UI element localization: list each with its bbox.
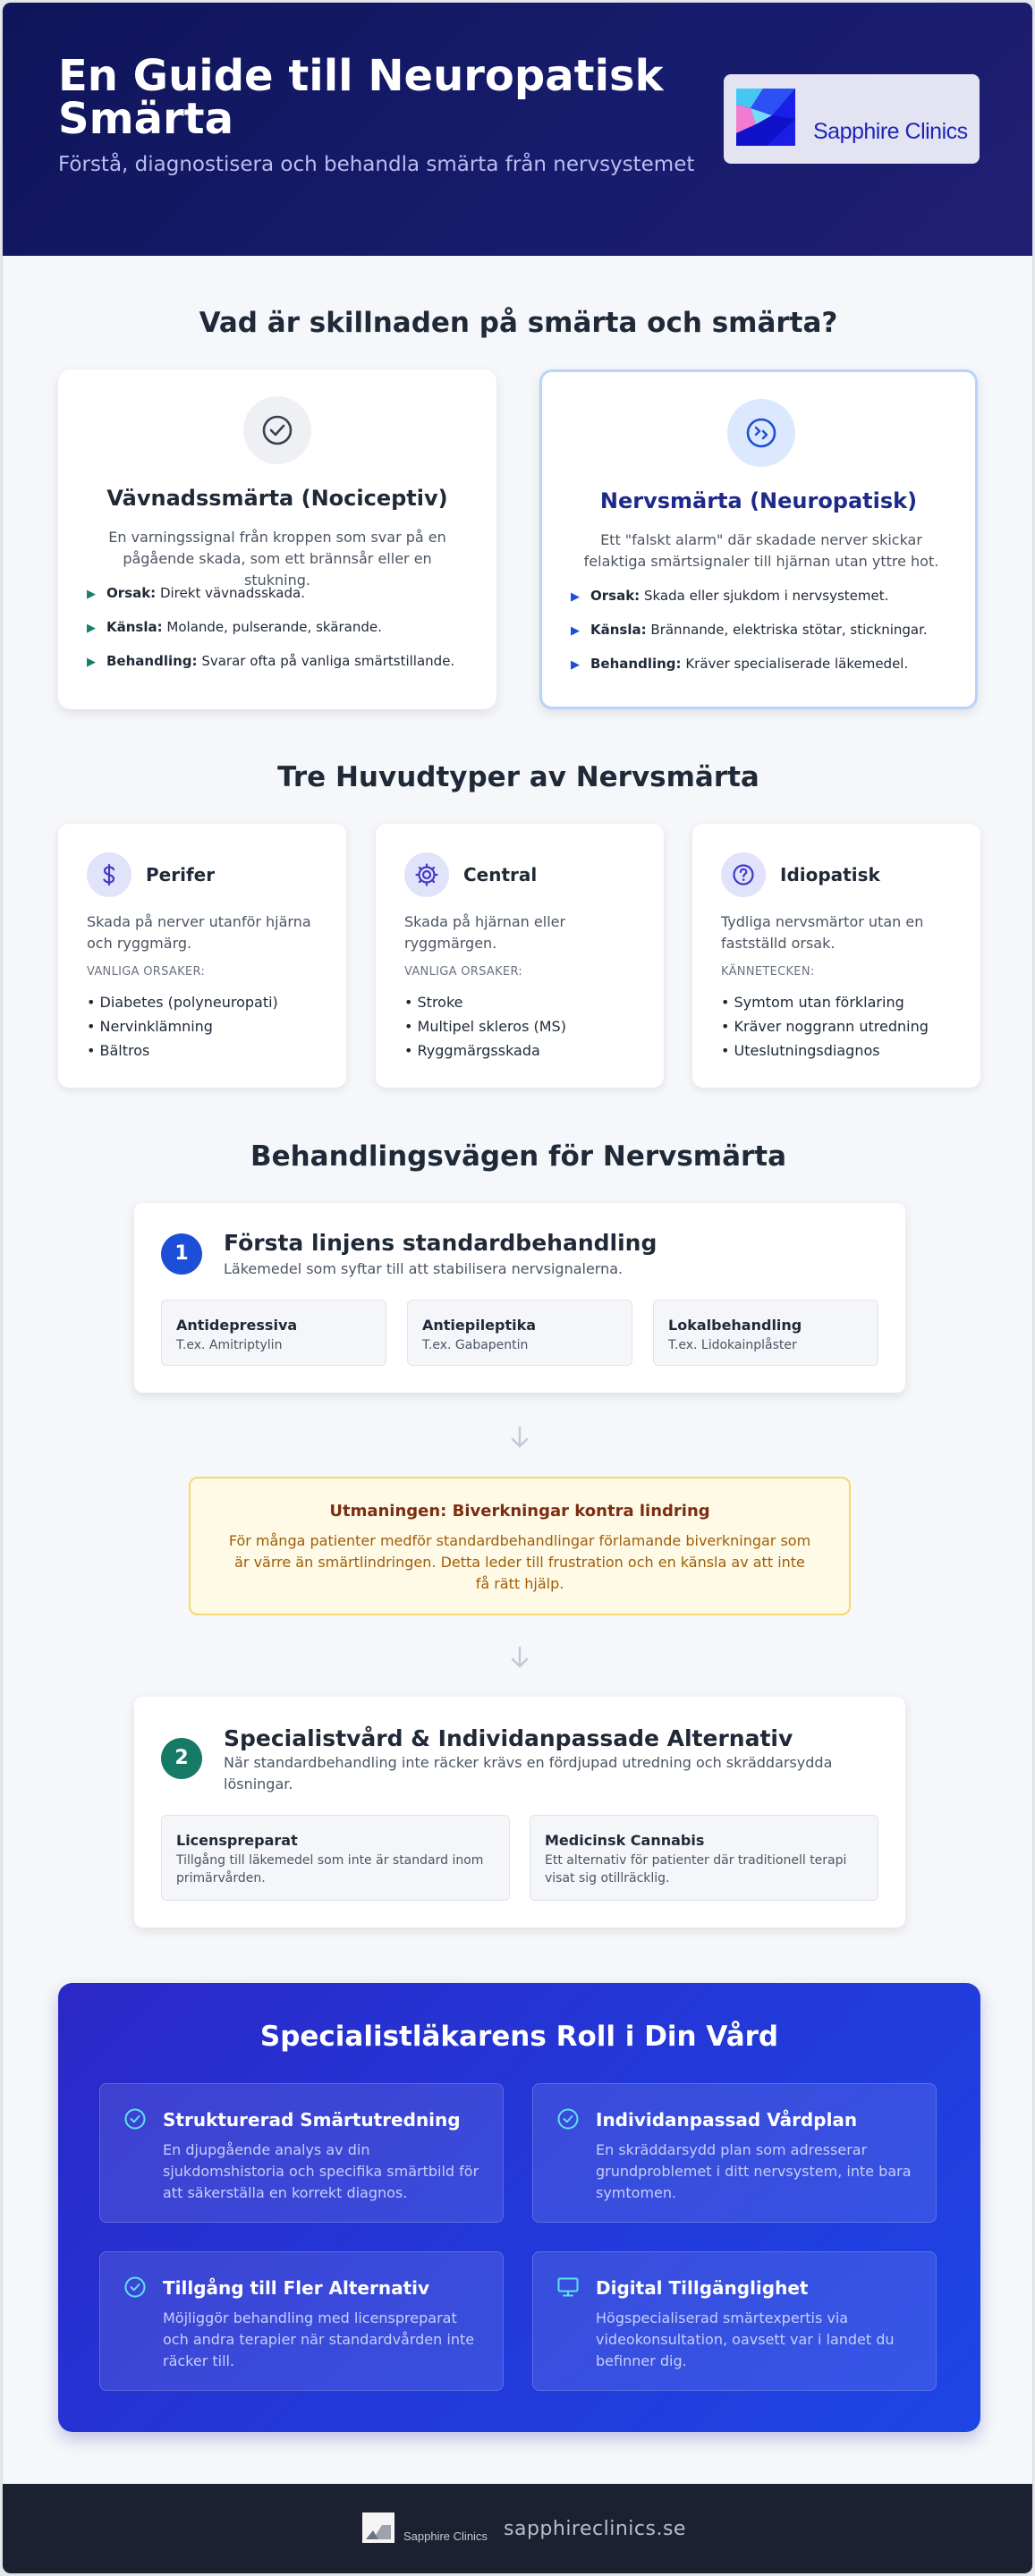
step-description: När standardbehandling inte räcker krävs en fördjupad utredning och skräddarsydda lösningar.: [224, 1754, 833, 1792]
tissue-pain-card: [58, 369, 496, 709]
list-item: • Ryggmärgsskada: [404, 1042, 540, 1059]
specialist-item: [99, 2251, 504, 2391]
check-circle-icon: [123, 2107, 147, 2131]
treatment-step-1: [134, 1203, 905, 1393]
footer-logo-text: Sapphire Clinics: [403, 2529, 488, 2543]
type-list: [404, 990, 566, 1063]
list-item: • Bältros: [87, 1042, 150, 1059]
types-section-title: Tre Huvudtyper av Nervsmärta: [277, 761, 759, 793]
option-name: Antidepressiva: [176, 1317, 298, 1334]
step-description: Läkemedel som syftar till att stabilisera nervsignalerna.: [224, 1260, 624, 1277]
type-list-label: VANLIGA ORSAKER:: [404, 965, 523, 979]
list-item: • Kräver noggrann utredning: [721, 1018, 929, 1035]
specialist-role-section: [58, 1983, 980, 2432]
card-title: Nervsmärta (Neuropatisk): [599, 488, 918, 513]
triangle-bullet-icon: ▶: [87, 588, 96, 601]
option-description: T.ex. Lidokainplåster: [668, 1338, 797, 1352]
type-list: [721, 990, 929, 1063]
specialist-item-title: Individanpassad Vårdplan: [596, 2109, 858, 2131]
triangle-bullet-icon: ▶: [87, 622, 96, 635]
list-item: ▶ Behandling: Svarar ofta på vanliga smärtstillande.: [87, 652, 480, 670]
page-title: En Guide till Neuropatisk Smärta: [58, 51, 664, 144]
dollar-icon: [98, 863, 121, 886]
type-list-label: VANLIGA ORSAKER:: [87, 965, 206, 979]
check-circle-icon: [123, 2275, 147, 2299]
type-icon-circle: [721, 852, 766, 897]
question-icon: [732, 863, 755, 886]
list-item: ▶ Känsla: Brännande, elektriska stötar, stickningar.: [571, 621, 964, 639]
option-licenspreparat: [161, 1815, 510, 1901]
option-description: Ett alternativ för patienter där traditionell terapi visat sig otillräcklig.: [545, 1853, 847, 1885]
option-name: Lokalbehandling: [668, 1317, 802, 1334]
check-circle-icon: [556, 2107, 580, 2131]
type-card-central: [376, 824, 664, 1088]
option-name: Medicinsk Cannabis: [545, 1832, 705, 1849]
specialist-section-title: Specialistläkarens Roll i Din Vård: [259, 2021, 779, 2053]
footer: [3, 2484, 1033, 2574]
side-effects-warning: [189, 1477, 851, 1615]
type-list: [87, 990, 278, 1063]
arrow-down-icon: [507, 1645, 532, 1670]
logo-text: Sapphire Clinics: [813, 119, 968, 144]
triangle-bullet-icon: ▶: [571, 624, 580, 638]
warning-title: Utmaningen: Biverkningar kontra lindring: [329, 1502, 710, 1521]
specialist-item-title: Digital Tillgänglighet: [596, 2277, 809, 2299]
check-circle-icon: [261, 414, 293, 446]
type-name: Central: [463, 864, 538, 886]
list-item: • Diabetes (polyneuropati): [87, 994, 278, 1011]
infographic-page: [2, 2, 1033, 2574]
list-item: • Symtom utan förklaring: [721, 994, 904, 1011]
step-title: Specialistvård & Individanpassade Alternativ: [224, 1725, 793, 1751]
specialist-item: [532, 2083, 937, 2223]
tissue-pain-icon-circle: [243, 396, 311, 464]
type-icon-circle: [404, 852, 449, 897]
footer-website-link[interactable]: sapphireclinics.se: [504, 2518, 686, 2540]
card-list: [571, 587, 964, 689]
monitor-icon: [556, 2275, 580, 2299]
option-medicinsk-cannabis: [530, 1815, 878, 1901]
specialist-item-description: En skräddarsydd plan som adresserar grundproblemet i ditt nervsystem, inte bara symtomen.: [596, 2141, 912, 2201]
type-description: Skada på hjärnan eller ryggmärgen.: [404, 913, 566, 952]
sapphire-logo-icon: [736, 89, 795, 146]
specialist-item: [532, 2251, 937, 2391]
option-description: T.ex. Amitriptylin: [176, 1338, 283, 1352]
card-description: Ett "falskt alarm" där skadade nerver skickar felaktiga smärtsignaler till hjärnan utan yttre hot.: [583, 531, 939, 570]
list-item: ▶ Behandling: Kräver specialiserade läkemedel.: [571, 655, 964, 673]
type-name: Idiopatisk: [780, 864, 880, 886]
option-lokalbehandling: [653, 1300, 878, 1366]
option-name: Licenspreparat: [176, 1832, 298, 1849]
list-item: • Nervinklämning: [87, 1018, 213, 1035]
specialist-item-description: Högspecialiserad smärtexpertis via videokonsultation, oavsett var i landet du befinner dig.: [596, 2309, 895, 2369]
treatment-step-2: [134, 1697, 905, 1928]
list-item: • Stroke: [404, 994, 463, 1011]
card-description: En varningssignal från kroppen som svar på en pågående skada, som ett brännsår eller en stukning.: [108, 529, 446, 589]
option-name: Antiepileptika: [422, 1317, 537, 1334]
type-list-label: KÄNNETECKEN:: [721, 965, 815, 979]
step-number-badge: 2: [161, 1738, 202, 1779]
nerve-pain-icon-circle: [727, 399, 795, 467]
type-name: Perifer: [146, 864, 216, 886]
type-icon-circle: [87, 852, 131, 897]
specialist-item-description: Möjliggör behandling med licenspreparat och andra terapier när standardvården inte räcker till.: [163, 2309, 475, 2369]
list-item: ▶ Orsak: Direkt vävnadsskada.: [87, 584, 480, 602]
specialist-item-description: En djupgående analys av din sjukdomshistoria och specifika smärtbild för att säkerställa en korrekt diagnos.: [163, 2141, 479, 2201]
type-card-idiopatisk: [692, 824, 980, 1088]
page-subtitle: Förstå, diagnostisera och behandla smärta från nervsystemet: [58, 153, 695, 176]
nerve-pain-card: [539, 369, 978, 709]
list-item: ▶ Orsak: Skada eller sjukdom i nervsystemet.: [571, 587, 964, 605]
brand-logo: [724, 74, 980, 164]
header: [3, 3, 1033, 256]
card-title: Vävnadssmärta (Nociceptiv): [106, 486, 448, 511]
treatment-section-title: Behandlingsvägen för Nervsmärta: [250, 1140, 787, 1173]
type-card-perifer: [58, 824, 346, 1088]
triangle-bullet-icon: ▶: [571, 658, 580, 672]
card-list: [87, 584, 480, 686]
arrow-down-icon: [507, 1425, 532, 1450]
specialist-item-title: Tillgång till Fler Alternativ: [163, 2277, 430, 2299]
list-item: • Multipel skleros (MS): [404, 1018, 566, 1035]
option-description: T.ex. Gabapentin: [422, 1338, 529, 1352]
warning-text: För många patienter medför standardbehandlingar förlamande biverkningar som är värre än smärtlindringen. Detta leder till frustration och en känsla av att inte få rätt hjälp.: [228, 1532, 811, 1592]
step-number-badge: 1: [161, 1233, 202, 1275]
option-antiepileptika: [407, 1300, 632, 1366]
specialist-item: [99, 2083, 504, 2223]
triangle-bullet-icon: ▶: [87, 656, 96, 669]
specialist-item-title: Strukturerad Smärtutredning: [163, 2109, 461, 2131]
nerve-signal-icon: [745, 417, 777, 449]
option-description: Tillgång till läkemedel som inte är standard inom primärvården.: [176, 1853, 484, 1885]
triangle-bullet-icon: ▶: [571, 590, 580, 604]
gear-icon: [415, 863, 438, 886]
list-item: • Uteslutningsdiagnos: [721, 1042, 880, 1059]
compare-section-title: Vad är skillnaden på smärta och smärta?: [199, 307, 838, 339]
step-title: Första linjens standardbehandling: [224, 1230, 657, 1256]
option-antidepressiva: [161, 1300, 386, 1366]
type-description: Skada på nerver utanför hjärna och ryggmärg.: [87, 913, 311, 952]
type-description: Tydliga nervsmärtor utan en fastställd orsak.: [721, 913, 924, 952]
list-item: ▶ Känsla: Molande, pulserande, skärande.: [87, 618, 480, 636]
footer-logo-icon: [362, 2512, 394, 2543]
